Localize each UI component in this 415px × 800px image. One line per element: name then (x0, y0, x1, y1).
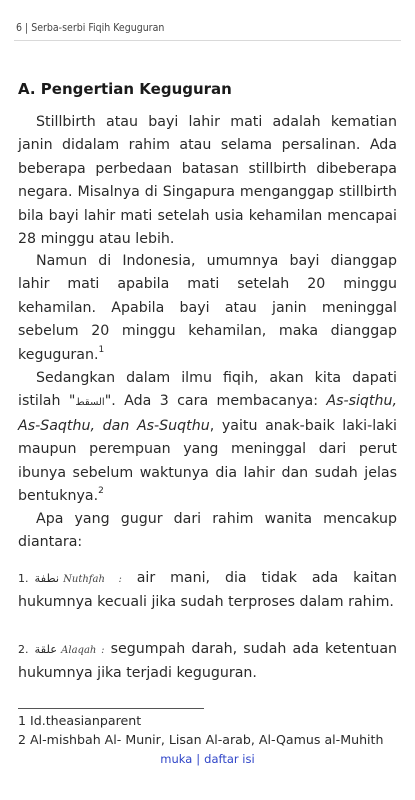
list-text: air mani, dia tidak ada kaitan hukumnya kecuali jika sudah terproses dalam rahim. (18, 570, 397, 611)
footnote-ref[interactable]: 1 (98, 344, 105, 355)
latin-term: Alaqah : (61, 645, 105, 656)
paragraph-text: , yaitu anak-baik laki-laki maupun perempuan yang meninggal dari perut ibunya sebelum waktunya dia lahir dan sudah jelas bentuknya. (18, 417, 397, 505)
table-of-contents-link[interactable]: daftar isi (204, 752, 255, 766)
arabic-term: نطفة (34, 571, 60, 585)
running-header: 6 | Serba-serbi Fiqih Keguguran (16, 22, 165, 34)
list-item (18, 567, 397, 615)
paragraph-text: Stillbirth atau bayi lahir mati adalah kematian janin didalam rahim atau selama persalinan. Ada beberapa perbedaan batasan stillbirth dibeberapa negara. Misalnya di Singapura menganggap stillbirth bila bayi lahir mati setelah usia kehamilan mencapai 28 minggu atau lebih. (18, 114, 397, 248)
page-navigation (0, 752, 415, 766)
footnote-1: 1 Id.theasianparent (18, 713, 142, 728)
section-title: A. Pengertian Keguguran (18, 80, 232, 98)
list-number: 1. (18, 572, 29, 585)
paragraph-fiqih (18, 367, 397, 508)
footnote-divider (18, 708, 204, 709)
home-link[interactable]: muka (160, 752, 193, 766)
paragraph-text: Sedangkan dalam ilmu fiqih, akan kita dapati istilah " (18, 370, 397, 410)
arabic-term: السقط (75, 397, 105, 409)
paragraph-definition (18, 111, 397, 251)
paragraph-text-wrap (18, 250, 397, 367)
paragraph-indonesia (18, 250, 397, 367)
list-item (18, 638, 397, 686)
footnotes (18, 712, 383, 749)
paragraph-text: ". Ada 3 cara membacanya: (104, 393, 327, 410)
paragraph-list-intro (18, 508, 397, 555)
paragraph-text: Namun di Indonesia, umumnya bayi dianggap lahir mati apabila mati setelah 20 minggu kehamilan. Apabila bayi atau janin meninggal sebelum 20 minggu kehamilan, maka dianggap keguguran. (18, 253, 397, 363)
footnote-2: 2 Al-mishbah Al- Munir, Lisan Al-arab, Al-Qamus al-Muhith (18, 731, 384, 747)
paragraph-text: Apa yang gugur dari rahim wanita mencakup diantara: (18, 511, 397, 551)
latin-term: Nuthfah : (63, 574, 122, 585)
list-text: segumpah darah, sudah ada ketentuan hukumnya jika terjadi keguguran. (18, 641, 398, 682)
list-number: 2. (18, 643, 29, 656)
paragraph-text-wrap (18, 367, 397, 508)
nav-separator: | (196, 752, 201, 766)
footnote-ref[interactable]: 2 (98, 486, 104, 497)
reading-variants: As-siqthu, As-Saqthu, dan As-Suqthu (18, 393, 397, 434)
header-divider (14, 40, 401, 41)
arabic-term: علقة (34, 642, 58, 656)
